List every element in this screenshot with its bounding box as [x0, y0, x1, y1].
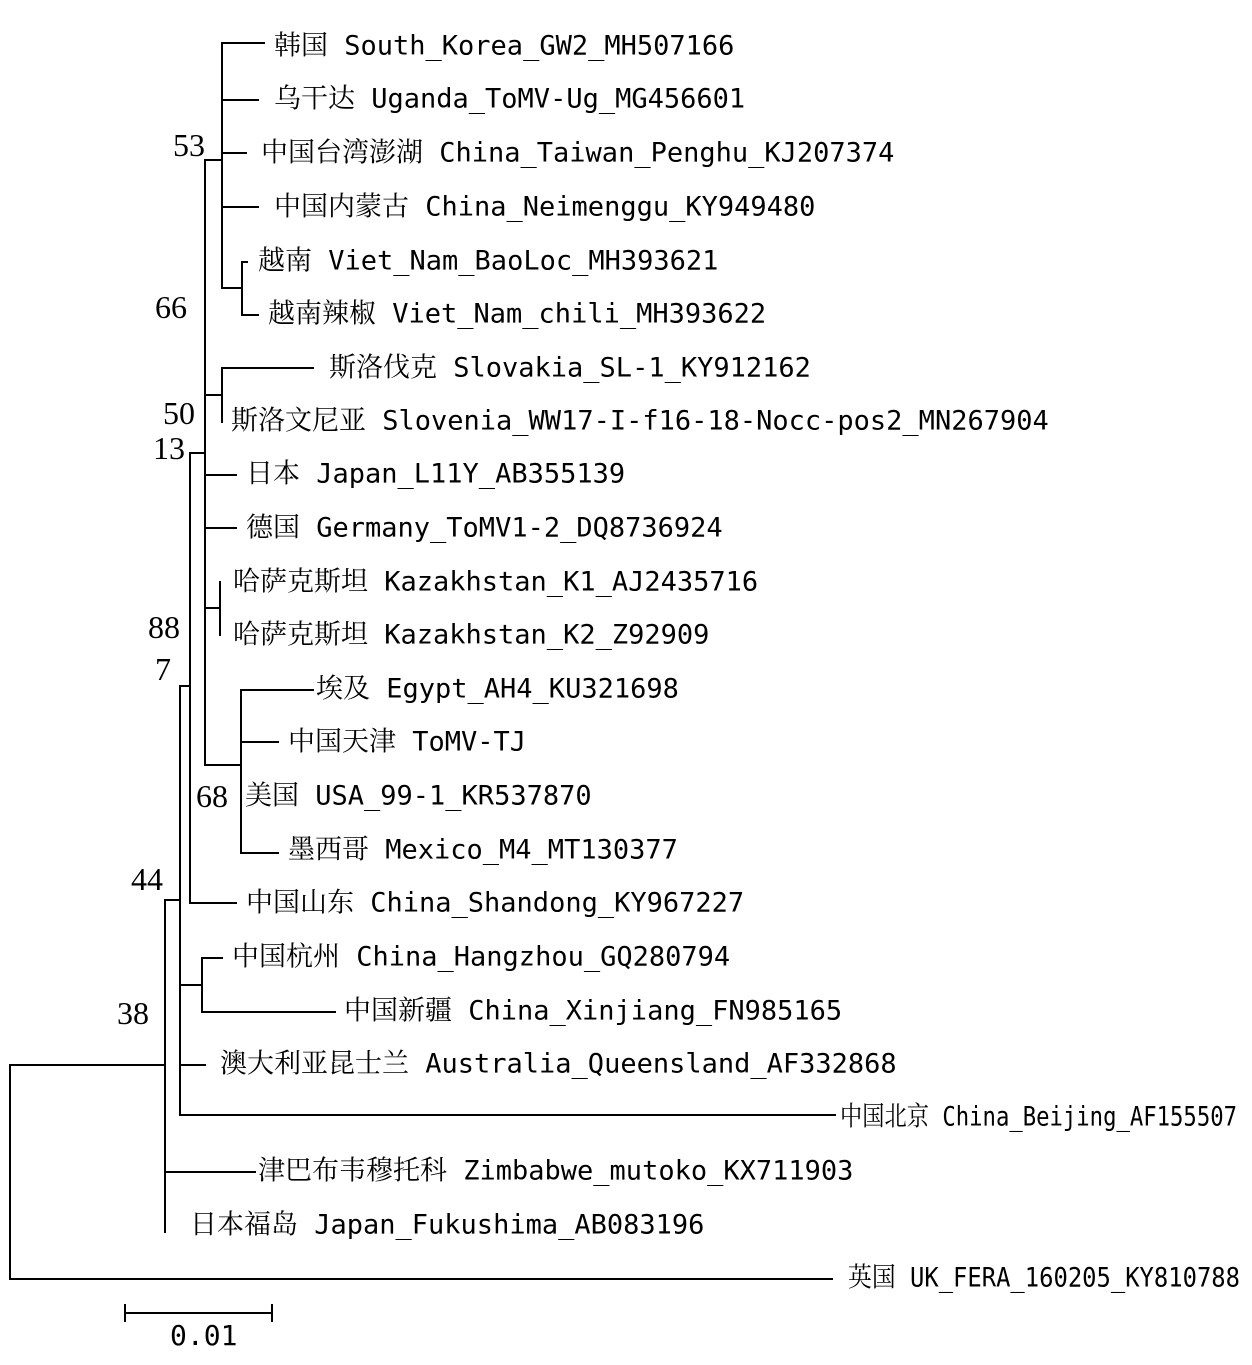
scale-bar	[125, 1305, 272, 1352]
taxon-label: 中国杭州 China_Hangzhou_GQ280794	[232, 941, 731, 973]
taxon-label: 中国天津 ToMV-TJ	[288, 726, 527, 758]
taxon-label: 中国新疆 China_Xinjiang_FN985165	[344, 995, 843, 1027]
taxon-label: 英国 UK_FERA_160205_KY810788	[848, 1262, 1240, 1294]
taxon-label: 墨西哥 Mexico_M4_MT130377	[288, 834, 678, 866]
bootstrap-value: 66	[155, 289, 187, 325]
taxon-label: 乌干达 Uganda_ToMV-Ug_MG456601	[274, 83, 746, 115]
bootstrap-value: 44	[131, 861, 163, 897]
taxon-label: 埃及 Egypt_AH4_KU321698	[316, 673, 679, 705]
taxon-label: 中国山东 China_Shandong_KY967227	[246, 887, 745, 919]
taxon-label: 斯洛文尼亚 Slovenia_WW17-I-f16-18-Nocc-pos2_MN267904	[231, 405, 1049, 437]
taxon-label: 德国 Germany_ToMV1-2_DQ8736924	[246, 512, 723, 544]
bootstrap-value: 38	[117, 995, 149, 1031]
scale-bar-label: 0.01	[170, 1319, 238, 1352]
bootstrap-value: 13	[153, 430, 185, 466]
taxon-label: 斯洛伐克 Slovakia_SL-1_KY912162	[329, 352, 811, 384]
bootstrap-value: 88	[148, 609, 180, 645]
tree-branches	[10, 43, 835, 1279]
taxon-label: 中国台湾澎湖 China_Taiwan_Penghu_KJ207374	[261, 137, 895, 169]
bootstrap-value: 68	[196, 778, 228, 814]
bootstrap-values	[117, 127, 228, 1031]
taxon-label: 中国内蒙古 China_Neimenggu_KY949480	[274, 191, 816, 223]
taxon-label: 日本福岛 Japan_Fukushima_AB083196	[190, 1209, 705, 1241]
bootstrap-value: 7	[155, 651, 171, 687]
bootstrap-value: 53	[173, 127, 205, 163]
taxon-label: 澳大利亚昆士兰 Australia_Queensland_AF332868	[220, 1048, 897, 1080]
taxon-label: 越南辣椒 Viet_Nam_chili_MH393622	[268, 298, 767, 330]
taxon-label: 日本 Japan_L11Y_AB355139	[246, 458, 626, 490]
taxon-label: 中国北京 China_Beijing_AF155507	[840, 1101, 1237, 1133]
bootstrap-value: 50	[163, 395, 195, 431]
taxon-label: 哈萨克斯坦 Kazakhstan_K1_AJ2435716	[233, 566, 759, 598]
taxon-label: 哈萨克斯坦 Kazakhstan_K2_Z92909	[233, 619, 710, 651]
taxon-label: 越南 Viet_Nam_BaoLoc_MH393621	[258, 245, 719, 277]
taxon-label: 津巴布韦穆托科 Zimbabwe_mutoko_KX711903	[258, 1155, 854, 1187]
taxon-label: 韩国 South_Korea_GW2_MH507166	[274, 30, 735, 62]
taxon-label: 美国 USA_99-1_KR537870	[245, 780, 592, 812]
taxon-labels	[190, 31, 1240, 1294]
